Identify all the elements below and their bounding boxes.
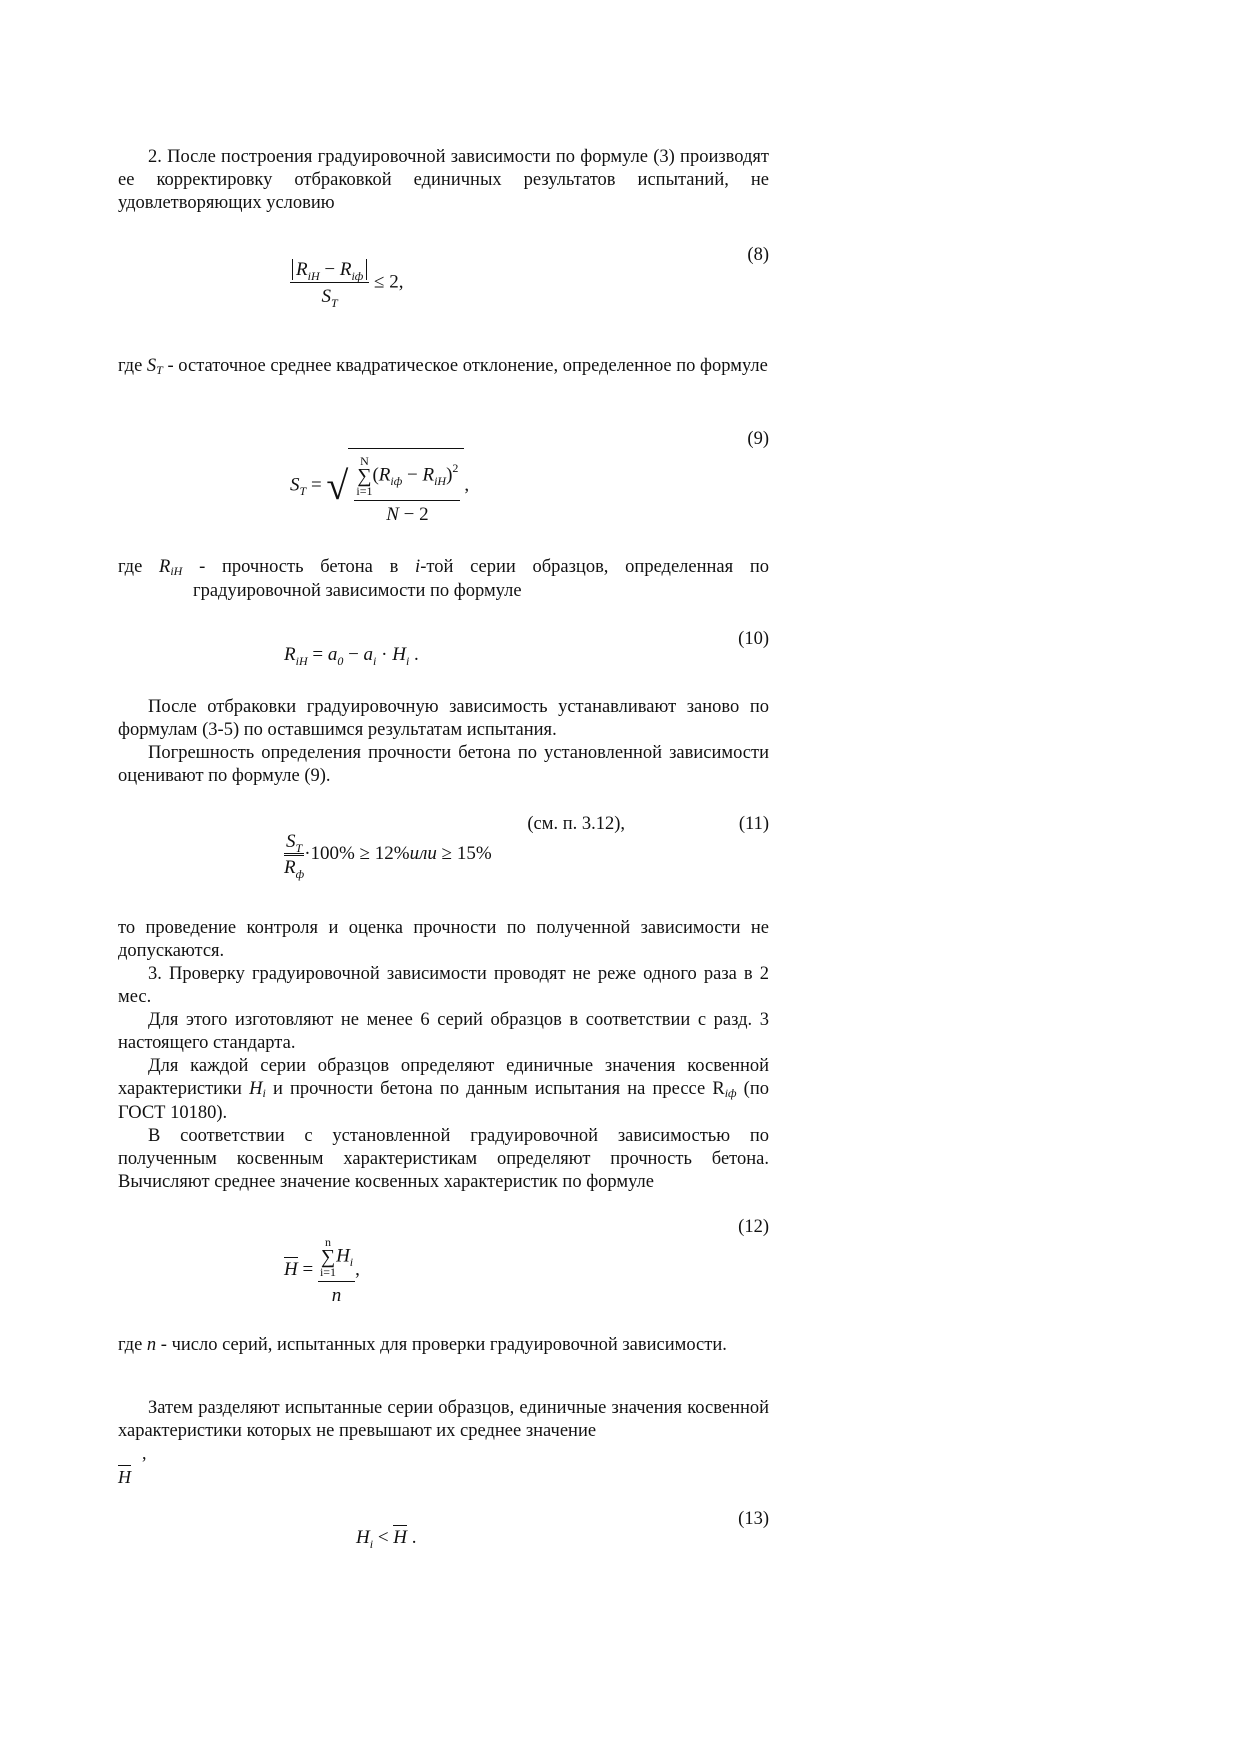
equation-number-9: (9)	[747, 429, 769, 449]
formula-11: $\frac{S_T}{R_ф}$ ·100% ≥ 12%или ≥ 15%	[284, 831, 492, 881]
formula-hbar-inline: , H	[118, 1443, 147, 1487]
paragraph-12: Затем разделяют испытанные серии образцов, единичные значения косвенной характеристики которых не превышают их среднее значение	[118, 1398, 769, 1441]
paragraph-2: где ST - остаточное среднее квадратическое отклонение, определенное по формуле	[118, 356, 768, 377]
formula-8: $\frac{R_{iH} - R_{iф}}{S_T}$ ≤ 2,	[290, 260, 403, 306]
paragraph-3: где RiH - прочность бетона в i-той серии образцов, определенная по градуировочной зависимости по формуле	[118, 557, 769, 601]
equation-number-11: (11)	[738, 814, 769, 834]
formula-13: $H_i < H$ .	[356, 1527, 417, 1551]
paragraph-4: После отбраковки градуировочную зависимость устанавливают заново по формулам (3-5) по оставшимся результатам испытания. Погрешность определения прочности бетона по установленной зависимости оценивают по формуле (9).	[118, 697, 769, 786]
paragraph-text: 2. После построения градуировочной зависимости по формуле (3) производят ее корректировку отбраковкой единичных результатов испытаний, не удовлетворяющих условию	[118, 147, 769, 213]
formula-9: $S_T$ = √ N ∑ i=1 $(R_{iф} - R_{iH})^2$ N − 2 ,	[290, 448, 469, 524]
equation-number-12: (12)	[738, 1217, 769, 1237]
paragraph-1	[118, 146, 769, 215]
equation-reference: (см. п. 3.12),	[527, 814, 625, 834]
equation-number-10: (10)	[738, 629, 769, 649]
paragraph-6: то проведение контроля и оценка прочности по полученной зависимости не допускаются. 3. Проверку градуировочной зависимости проводят не реже одного раза в 2 мес. Для этого изготовляют не менее 6 серий образцов в соответствии с разд. 3 настоящего стандарта. Для каждой серии образцов определяют единичные значения косвенной характеристики Hi и прочности бетона по данным испытания на прессе Riф (по ГОСТ 10180). В соответствии с установленной градуировочной зависимостью по полученным косвенным характеристикам определяют прочность бетона. Вычисляют среднее значение косвенных характеристик по формуле	[118, 918, 769, 1192]
paragraph-11: где n - число серий, испытанных для проверки градуировочной зависимости.	[118, 1335, 727, 1355]
equation-number-13: (13)	[738, 1509, 769, 1529]
equation-number-8: (8)	[747, 245, 769, 265]
formula-12: H = n ∑ i=1 $H_i$ n ,	[284, 1235, 360, 1306]
formula-10: $R_{iH} = a_0 - a_i \cdot H_i$ .	[284, 644, 419, 668]
